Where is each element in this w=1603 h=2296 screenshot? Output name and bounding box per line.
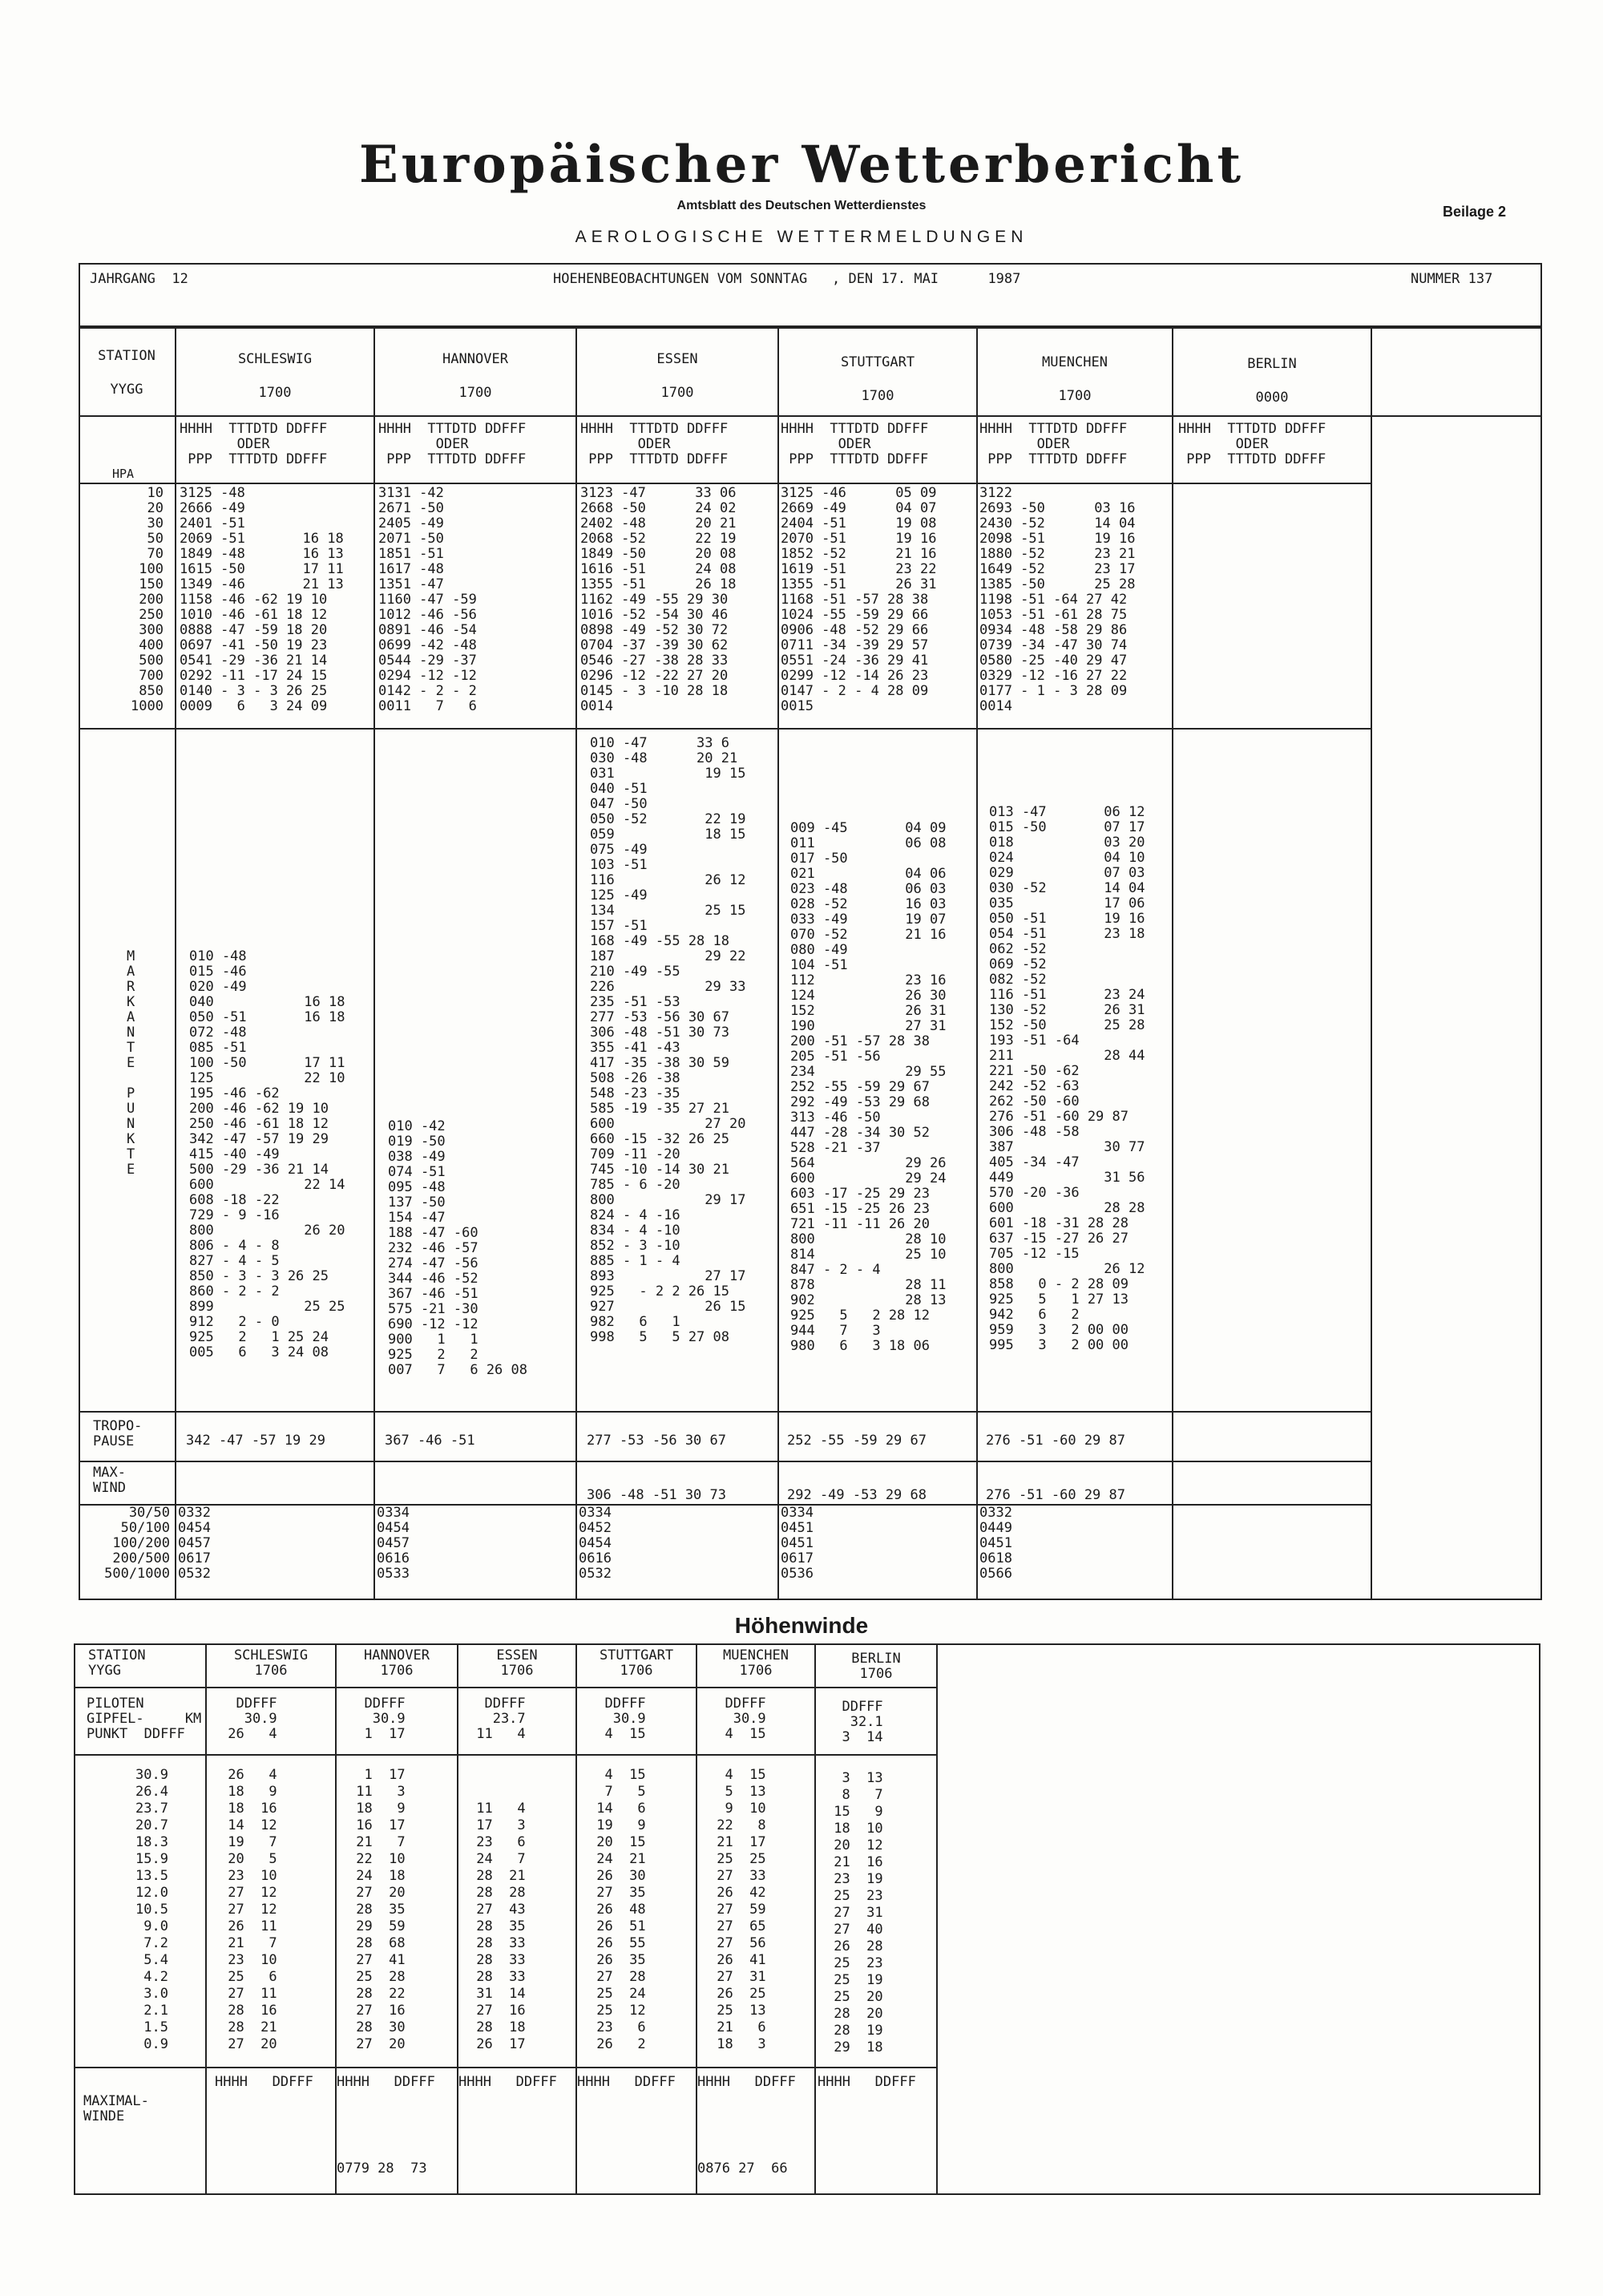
shear-muenchen: 0332 0449 0451 0618 0566 bbox=[979, 1505, 1012, 1582]
station-name-muenchen: MUENCHEN bbox=[1042, 354, 1108, 370]
hpa-label: HPA bbox=[112, 467, 135, 481]
station-name-stuttgart: STUTTGART bbox=[840, 354, 915, 370]
col-header: HHHH TTTDTD DDFFF ODER PPP TTTDTD DDFFF bbox=[180, 421, 328, 467]
maxwind-stuttgart: 292 -49 -53 29 68 bbox=[787, 1487, 927, 1503]
hw-piloten-label: PILOTEN GIPFEL- KM PUNKT DDFFF bbox=[87, 1696, 202, 1742]
hw-station-essen: ESSEN 1706 bbox=[496, 1647, 538, 1679]
station-yygg-essen: 1700 bbox=[660, 385, 694, 401]
col-header: HHHH TTTDTD DDFFF ODER PPP TTTDTD DDFFF bbox=[378, 421, 527, 467]
signif-stuttgart: 009 -45 04 09 011 06 08 017 -50 021 04 06 023 -48 06 03 028 -52 16 03 033 -49 19 07 070 -52 21 16 080 -49 104 -51 112 23 16 124 26 30 152 26 31 190 27 31 200 -51 -57 28 38 205 -51 -56 234 29 55 252 -55 -59 29 67 292 -49 -53 29 68 313 -46 -50 447 -28 -34 30 52 528 -21 -37 564 29 26 600 29 24 603 -17 -25 29 23 651 -15 -25 26 23 721 -11 -11 26 20 800 28 10 814 25 10 847 - 2 - 4 878 28 11 902 28 13 925 5 2 28 12 944 7 3 980 6 3 18 06 bbox=[790, 820, 947, 1354]
col-header: HHHH TTTDTD DDFFF ODER PPP TTTDTD DDFFF bbox=[979, 421, 1128, 467]
hoehenwinde-table bbox=[74, 1643, 1540, 2195]
std-levels-hannover: 3131 -42 2671 -50 2405 -49 2071 -50 1851 -51 1617 -48 1351 -47 1160 -47 -59 1012 -46 -56 0891 -46 -54 0699 -42 -48 0544 -29 -37 0294 -12 -12 0142 - 2 - 2 0011 7 6 bbox=[378, 485, 477, 714]
tropo-muenchen: 276 -51 -60 29 87 bbox=[986, 1433, 1125, 1449]
hw-maxwind-muenchen: 0876 27 66 bbox=[697, 2161, 788, 2177]
tropo-stuttgart: 252 -55 -59 29 67 bbox=[787, 1433, 927, 1449]
shear-essen: 0334 0452 0454 0616 0532 bbox=[579, 1505, 612, 1582]
jahrgang-label: JAHRGANG 12 bbox=[90, 271, 188, 287]
hw-station-hannover: HANNOVER 1706 bbox=[364, 1647, 430, 1679]
maxwind-muenchen: 276 -51 -60 29 87 bbox=[986, 1487, 1125, 1503]
tropo-hannover: 367 -46 -51 bbox=[385, 1433, 475, 1449]
hw-winds-muenchen: 4 15 5 13 9 10 22 8 21 17 25 25 27 33 26 42 27 59 27 65 27 56 26 41 27 31 26 25 25 13 21 6 18 3 bbox=[717, 1767, 766, 2052]
hpa-levels: 10 20 30 50 70 100 150 200 250 300 400 500 700 850 1000 bbox=[131, 485, 164, 714]
hw-station-stuttgart: STUTTGART 1706 bbox=[599, 1647, 674, 1679]
signif-hannover: 010 -42 019 -50 038 -49 074 -51 095 -48 137 -50 154 -47 188 -47 -60 232 -46 -57 274 -47 -56 344 -46 -52 367 -46 -51 575 -21 -30 690 -12 -12 900 1 1 925 2 2 007 7 6 26 08 bbox=[388, 1118, 527, 1378]
hw-winds-essen: 11 4 17 3 23 6 24 7 28 21 28 28 27 43 28 35 28 33 28 33 28 33 31 14 27 16 28 18 26 17 bbox=[476, 1801, 526, 2052]
hw-winds-berlin: 3 13 8 7 15 9 18 10 20 12 21 16 23 19 25 23 27 31 27 40 26 28 25 23 25 19 25 20 28 20 28 19 29 18 bbox=[834, 1770, 883, 2055]
std-levels-stuttgart: 3125 -46 05 09 2669 -49 04 07 2404 -51 19 08 2070 -51 19 16 1852 -52 21 16 1619 -51 23 22 1355 -51 26 31 1168 -51 -57 28 38 1024 -55 -59 29 66 0906 -48 -52 29 66 0711 -34 -39 29 57 0551 -24 -36 29 41 0299 -12 -14 26 23 0147 - 2 - 4 28 09 0015 bbox=[781, 485, 937, 714]
std-levels-schleswig: 3125 -48 2666 -49 2401 -51 2069 -51 16 18 1849 -48 16 13 1615 -50 17 11 1349 -46 21 13 1158 -46 -62 19 10 1010 -46 -61 18 12 0888 -47 -59 18 20 0697 -41 -50 19 23 0541 -29 -36 21 14 0292 -11 -17 24 15 0140 - 3 - 3 26 25 0009 6 3 24 09 bbox=[180, 485, 344, 714]
observation-date: HOEHENBEOBACHTUNGEN VOM SONNTAG , DEN 17. MAI 1987 bbox=[553, 271, 1021, 287]
page-subtitle: Amtsblatt des Deutschen Wetterdienstes bbox=[676, 199, 927, 212]
station-name-hannover: HANNOVER bbox=[442, 351, 508, 367]
tropo-schleswig: 342 -47 -57 19 29 bbox=[186, 1433, 325, 1449]
section-title: AEROLOGISCHE WETTERMELDUNGEN bbox=[575, 228, 1028, 246]
hw-station-berlin: BERLIN 1706 bbox=[851, 1651, 901, 1682]
station-yygg-stuttgart: 1700 bbox=[861, 388, 894, 404]
hw-winds-schleswig: 26 4 18 9 18 16 14 12 19 7 20 5 23 10 27 12 27 12 26 11 21 7 23 10 25 6 27 11 28 16 28 21 27 20 bbox=[228, 1767, 277, 2052]
info-bar bbox=[79, 263, 1542, 329]
page-title: Europäischer Wetterbericht bbox=[359, 135, 1244, 195]
hw-maxwind-header: HHHH DDFFF bbox=[337, 2074, 435, 2090]
signif-muenchen: 013 -47 06 12 015 -50 07 17 018 03 20 024 04 10 029 07 03 030 -52 14 04 035 17 06 050 -51 19 16 054 -51 23 18 062 -52 069 -52 082 -52 116 -51 23 24 130 -52 26 31 152 -50 25 28 193 -51 -64 211 28 44 221 -50 -62 242 -52 -63 262 -50 -60 276 -51 -60 29 87 306 -48 -58 387 30 77 405 -34 -47 449 31 56 570 -20 -36 600 28 28 601 -18 -31 28 28 637 -15 -27 26 27 705 -12 -15 800 26 12 858 0 - 2 28 09 925 5 1 27 13 942 6 2 959 3 2 00 00 995 3 2 00 00 bbox=[989, 804, 1145, 1353]
hw-km-levels: 30.9 26.4 23.7 20.7 18.3 15.9 13.5 12.0 10.5 9.0 7.2 5.4 4.2 3.0 2.1 1.5 0.9 bbox=[135, 1767, 168, 2052]
col-header: HHHH TTTDTD DDFFF ODER PPP TTTDTD DDFFF bbox=[1178, 421, 1326, 467]
hw-maxwind-label: MAXIMAL- WINDE bbox=[83, 2093, 149, 2124]
hw-piloten-muenchen: DDFFF 30.9 4 15 bbox=[725, 1696, 766, 1742]
hw-station-schleswig: SCHLESWIG 1706 bbox=[233, 1647, 309, 1679]
hw-piloten-hannover: DDFFF 30.9 1 17 bbox=[364, 1696, 406, 1742]
hw-maxwind-header: HHHH DDFFF bbox=[818, 2074, 916, 2090]
hw-maxwind-header: HHHH DDFFF bbox=[577, 2074, 676, 2090]
hw-winds-stuttgart: 4 15 7 5 14 6 19 9 20 15 24 21 26 30 27 35 26 48 26 51 26 55 26 35 27 28 25 24 25 12 23 6 26 2 bbox=[596, 1767, 646, 2052]
shear-schleswig: 0332 0454 0457 0617 0532 bbox=[178, 1505, 211, 1582]
station-yygg-hannover: 1700 bbox=[458, 385, 492, 401]
station-name-schleswig: SCHLESWIG bbox=[237, 351, 313, 367]
hw-maxwind-header: HHHH DDFFF bbox=[215, 2074, 313, 2090]
shear-hannover: 0334 0454 0457 0616 0533 bbox=[377, 1505, 410, 1582]
station-yygg-schleswig: 1700 bbox=[258, 385, 292, 401]
hw-winds-hannover: 1 17 11 3 18 9 16 17 21 7 22 10 24 18 27 20 28 35 29 59 28 68 27 41 25 28 28 22 27 16 28 30 27 20 bbox=[356, 1767, 406, 2052]
hw-station-label: STATION YYGG bbox=[88, 1647, 146, 1679]
hw-piloten-berlin: DDFFF 32.1 3 14 bbox=[842, 1699, 883, 1745]
hoehenwinde-title: Höhenwinde bbox=[734, 1613, 869, 1638]
maxwind-essen: 306 -48 -51 30 73 bbox=[587, 1487, 726, 1503]
station-name-essen: ESSEN bbox=[656, 351, 698, 367]
col-header: HHHH TTTDTD DDFFF ODER PPP TTTDTD DDFFF bbox=[580, 421, 729, 467]
std-levels-essen: 3123 -47 33 06 2668 -50 24 02 2402 -48 20 21 2068 -52 22 19 1849 -50 20 08 1616 -51 24 08 1355 -51 26 18 1162 -49 -55 29 30 1016 -52 -54 30 46 0898 -49 -52 30 72 0704 -37 -39 30 62 0546 -27 -38 28 33 0296 -12 -22 27 20 0145 - 3 -10 28 18 0014 bbox=[580, 485, 737, 714]
hw-maxwind-header: HHHH DDFFF bbox=[458, 2074, 557, 2090]
station-name-berlin: BERLIN bbox=[1247, 356, 1297, 372]
station-header-label: STATION bbox=[98, 348, 155, 364]
tropo-label: TROPO- PAUSE bbox=[93, 1418, 143, 1449]
hw-station-muenchen: MUENCHEN 1706 bbox=[723, 1647, 789, 1679]
issue-number: NUMMER 137 bbox=[1411, 271, 1493, 287]
hw-maxwind-header: HHHH DDFFF bbox=[697, 2074, 796, 2090]
station-yygg-berlin: 0000 bbox=[1255, 390, 1289, 406]
hw-piloten-schleswig: DDFFF 30.9 26 4 bbox=[228, 1696, 277, 1742]
signif-label: M A R K A N T E P U N K T E bbox=[127, 948, 135, 1178]
signif-schleswig: 010 -48 015 -46 020 -49 040 16 18 050 -51 16 18 072 -48 085 -51 100 -50 17 11 125 22 10 195 -46 -62 200 -46 -62 19 10 250 -46 -61 18 12 342 -47 -57 19 29 415 -40 -49 500 -29 -36 21 14 600 22 14 608 -18 -22 729 - 9 -16 800 26 20 806 - 4 - 8 827 - 4 - 5 850 - 3 - 3 26 25 860 - 2 - 2 899 25 25 912 2 - 0 925 2 1 25 24 005 6 3 24 08 bbox=[189, 948, 345, 1360]
station-yygg-muenchen: 1700 bbox=[1058, 388, 1092, 404]
yygg-header-label: YYGG bbox=[110, 382, 143, 398]
supplement-label: Beilage 2 bbox=[1443, 204, 1507, 220]
hw-piloten-stuttgart: DDFFF 30.9 4 15 bbox=[604, 1696, 646, 1742]
col-header: HHHH TTTDTD DDFFF ODER PPP TTTDTD DDFFF bbox=[781, 421, 929, 467]
hw-maxwind-hannover: 0779 28 73 bbox=[337, 2161, 427, 2177]
shear-labels: 30/50 50/100 100/200 200/500 500/1000 bbox=[104, 1505, 170, 1582]
maxwind-label: MAX- WIND bbox=[93, 1465, 126, 1496]
std-levels-muenchen: 3122 2693 -50 03 16 2430 -52 14 04 2098 -51 19 16 1880 -52 23 21 1649 -52 23 17 1385 -50 25 28 1198 -51 -64 27 42 1053 -51 -61 28 75 0934 -48 -58 29 86 0739 -34 -47 30 74 0580 -25 -40 29 47 0329 -12 -16 27 22 0177 - 1 - 3 28 09 0014 bbox=[979, 485, 1136, 714]
signif-essen: 010 -47 33 6 030 -48 20 21 031 19 15 040 -51 047 -50 050 -52 22 19 059 18 15 075 -49 103 -51 116 26 12 125 -49 134 25 15 157 -51 168 -49 -55 28 18 187 29 22 210 -49 -55 226 29 33 235 -51 -53 277 -53 -56 30 67 306 -48 -51 30 73 355 -41 -43 417 -35 -38 30 59 508 -26 -38 548 -23 -35 585 -19 -35 27 21 600 27 20 660 -15 -32 26 25 709 -11 -20 745 -10 -14 30 21 785 - 6 -20 800 29 17 824 - 4 -16 834 - 4 -10 852 - 3 -10 885 - 1 - 4 893 27 17 925 - 2 2 26 15 927 26 15 982 6 1 998 5 5 27 08 bbox=[590, 735, 746, 1345]
hw-piloten-essen: DDFFF 23.7 11 4 bbox=[476, 1696, 526, 1742]
shear-stuttgart: 0334 0451 0451 0617 0536 bbox=[781, 1505, 814, 1582]
tropo-essen: 277 -53 -56 30 67 bbox=[587, 1433, 726, 1449]
